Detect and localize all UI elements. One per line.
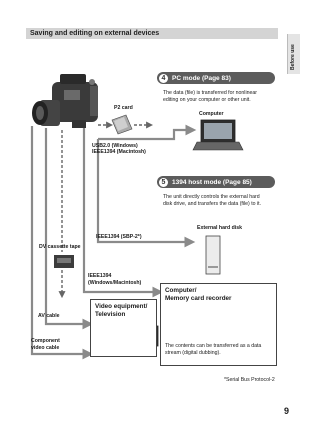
mode-title: 1394 host mode (Page 85) [172, 178, 252, 186]
computer-label: Computer [199, 111, 224, 117]
external-hard-disk-label: External hard disk [197, 225, 242, 231]
recorder-box [160, 283, 277, 366]
pc-mode-desc-1: The data (file) is transferred for nonlinear [163, 90, 257, 96]
video-equipment-box [90, 299, 157, 357]
section-title: Saving and editing on external devices [30, 29, 160, 37]
p2-card-illustration [112, 115, 132, 134]
external-hard-disk-illustration [206, 236, 220, 274]
usb-label-line1: USB2.0 (Windows) [92, 143, 138, 149]
computer-illustration [193, 120, 243, 150]
mode-number-badge: 4 [159, 74, 168, 83]
recorder-box-desc-2: stream (digital dubbing). [165, 350, 221, 356]
footnote: *Serial Bus Protocol-2 [224, 377, 275, 383]
ieee-winmac-line1: IEEE1394 [88, 273, 112, 279]
mode-number-badge: 5 [159, 178, 168, 187]
host-mode-desc-1: The unit directly controls the external hard [163, 194, 260, 200]
dv-cassette-label: DV cassette tape [39, 244, 81, 250]
ieee-sbp-label: IEEE1394 (SBP-2*) [96, 234, 142, 240]
component-cable-label-1: Component [31, 338, 60, 344]
video-box-title-1: Video equipment/ [95, 303, 148, 310]
recorder-box-desc-1: The contents can be transferred as a data [165, 343, 262, 349]
mode-title: PC mode (Page 83) [172, 74, 231, 82]
usb-label-line2: IEEE1394 (Macintosh) [92, 149, 146, 155]
video-box-title-2: Television [95, 311, 126, 318]
host-mode-desc-2: disk drive, and transfers the data (file) to it. [163, 201, 262, 207]
p2-card-label: P2 card [114, 105, 133, 111]
dv-cassette-illustration [54, 255, 74, 268]
av-cable-label: AV cable [38, 313, 60, 319]
page-number: 9 [284, 406, 290, 416]
pc-mode-desc-2: editing on your computer or other unit. [163, 97, 251, 103]
camcorder-illustration [32, 74, 98, 128]
host-mode-bar [157, 176, 275, 188]
pc-mode-bar [157, 72, 275, 84]
recorder-box-title-1: Computer/ [165, 287, 197, 294]
recorder-box-title-2: Memory card recorder [165, 295, 232, 302]
component-cable-label-2: video cable [31, 345, 60, 351]
side-tab-label: Before use [290, 44, 296, 70]
ieee-winmac-line2: (Windows/Macintosh) [88, 280, 142, 286]
